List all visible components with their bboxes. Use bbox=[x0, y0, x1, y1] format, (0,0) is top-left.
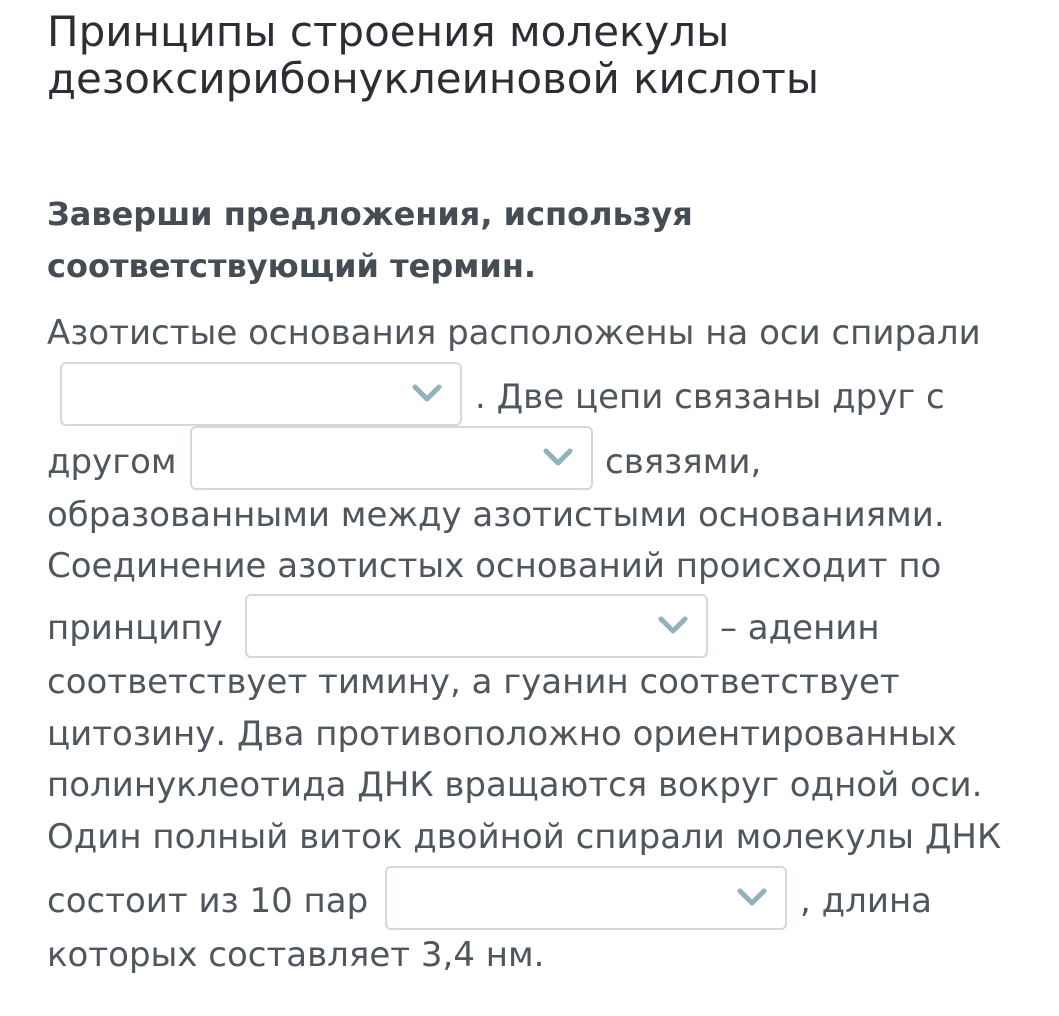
page-title: Принципы строения молекулы дезоксирибонуклеиновой кислоты bbox=[47, 7, 820, 103]
sentence-line-5: Соединение азотистых оснований происходит по bbox=[47, 546, 942, 586]
chevron-down-icon bbox=[735, 882, 769, 912]
sentence-line-6-before: принципу bbox=[47, 608, 223, 648]
sentence-line-11-after: , длина bbox=[800, 881, 933, 921]
dropdown-4[interactable] bbox=[385, 866, 787, 930]
sentence-line-7: соответствует тимину, а гуанин соответствует bbox=[47, 662, 900, 702]
sentence-line-6-after: – аденин bbox=[720, 608, 880, 648]
sentence-line-3-before: другом bbox=[47, 442, 177, 482]
sentence-line-2-after: . Две цепи связаны друг с bbox=[475, 377, 945, 417]
sentence-line-9: полинуклеотида ДНК вращаются вокруг одной оси. bbox=[47, 765, 983, 805]
chevron-down-icon bbox=[410, 378, 444, 408]
sentence-line-12: которых составляет 3,4 нм. bbox=[47, 935, 545, 975]
chevron-down-icon bbox=[656, 610, 690, 640]
sentence-line-11-before: состоит из 10 пар bbox=[47, 881, 369, 921]
sentence-line-10: Один полный виток двойной спирали молекулы ДНК bbox=[47, 817, 1002, 857]
dropdown-2[interactable] bbox=[190, 426, 593, 490]
dropdown-3[interactable] bbox=[245, 594, 708, 658]
sentence-line-1: Азотистые основания расположены на оси спирали bbox=[47, 313, 981, 353]
dropdown-1[interactable] bbox=[60, 362, 462, 426]
sentence-line-4: образованными между азотистыми основаниями. bbox=[47, 495, 945, 535]
sentence-line-8: цитозину. Два противоположно ориентированных bbox=[47, 714, 957, 754]
chevron-down-icon bbox=[541, 442, 575, 472]
instruction-heading: Заверши предложения, используя соответствующий термин. bbox=[47, 195, 693, 285]
sentence-line-3-after: связями, bbox=[605, 442, 762, 482]
